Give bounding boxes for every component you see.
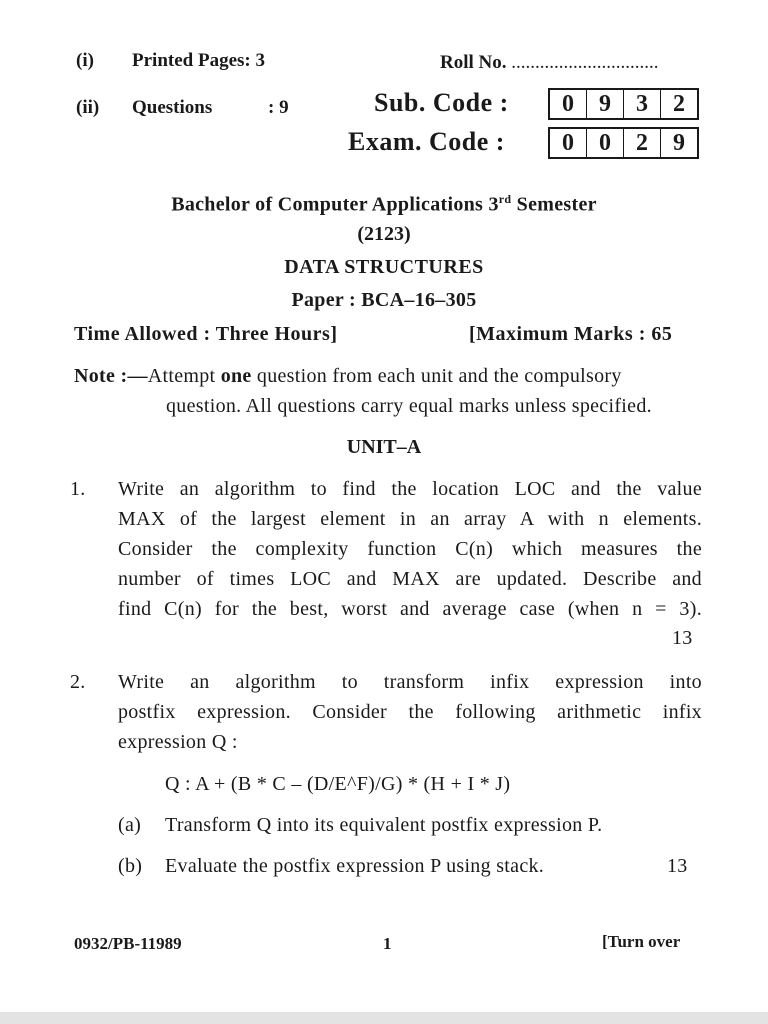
question-2-number: 2. (70, 671, 86, 693)
sub-code-digit: 9 (587, 90, 624, 118)
roll-no: Roll No. ............................... (440, 52, 659, 73)
exam-code-boxes (548, 127, 699, 159)
question-1-line: Write an algorithm to find the location LOC and the value (118, 478, 702, 500)
subject-title: DATA STRUCTURES (284, 256, 484, 278)
question-2-marks: 13 (667, 855, 688, 877)
footer-code: 0932/PB-11989 (74, 934, 182, 953)
program-title: Bachelor of Computer Applications 3rd Semester (171, 192, 597, 216)
part-b-text: Evaluate the postfix expression P using stack. (165, 855, 545, 877)
question-2-line: postfix expression. Consider the following arithmetic infix (118, 701, 702, 723)
sub-code-boxes (548, 88, 699, 120)
questions-num: (ii) (76, 97, 100, 118)
exam-code-digit: 0 (550, 129, 587, 157)
part-a-label: (a) (118, 814, 142, 836)
question-2-line: Write an algorithm to transform infix expression into (118, 671, 702, 693)
turn-over: [Turn over (602, 932, 681, 951)
note-line-2: question. All questions carry equal marks unless specified. (166, 395, 652, 417)
sub-code-digit: 2 (673, 91, 685, 117)
question-1-line: number of times LOC and MAX are updated. Describe and (118, 568, 702, 590)
paper-code: Paper : BCA–16–305 (291, 289, 477, 311)
note-line-1: Note :—Attempt one question from each unit and the compulsory (74, 365, 622, 387)
question-1-line: Consider the complexity function C(n) which measures the (118, 538, 702, 560)
sub-code-label: Sub. Code : (374, 88, 509, 117)
exam-code-digit: 2 (624, 129, 661, 157)
question-1-line: MAX of the largest element in an array A with n elements. (118, 508, 702, 530)
sub-code-row (374, 88, 714, 122)
session: (2123) (357, 223, 411, 245)
maximum-marks: [Maximum Marks : 65 (469, 323, 673, 345)
printed-pages-label: Printed Pages: 3 (132, 50, 265, 71)
page-number: 1 (383, 934, 392, 953)
printed-pages-num: (i) (76, 50, 94, 71)
sub-code-digit: 0 (550, 90, 587, 118)
sub-code-digit: 3 (624, 90, 661, 118)
question-1-marks: 13 (672, 627, 693, 649)
exam-code-digit: 0 (587, 129, 624, 157)
questions-label: Questions (132, 97, 213, 118)
part-b-label: (b) (118, 855, 143, 877)
unit-heading: UNIT–A (346, 436, 422, 458)
question-1-line: find C(n) for the best, worst and average case (when n = 3). (118, 598, 702, 620)
exam-code-digit: 9 (673, 130, 685, 156)
questions-value: : 9 (268, 97, 289, 118)
time-allowed: Time Allowed : Three Hours] (74, 323, 338, 345)
scan-edge (0, 1012, 768, 1024)
infix-expression: Q : A + (B * C – (D/E^F)/G) * (H + I * J) (165, 773, 511, 795)
question-1-number: 1. (70, 478, 86, 500)
exam-code-label: Exam. Code : (348, 127, 505, 156)
part-a-text: Transform Q into its equivalent postfix expression P. (165, 814, 603, 836)
exam-code-row (348, 127, 714, 161)
question-2-line: expression Q : (118, 731, 238, 753)
